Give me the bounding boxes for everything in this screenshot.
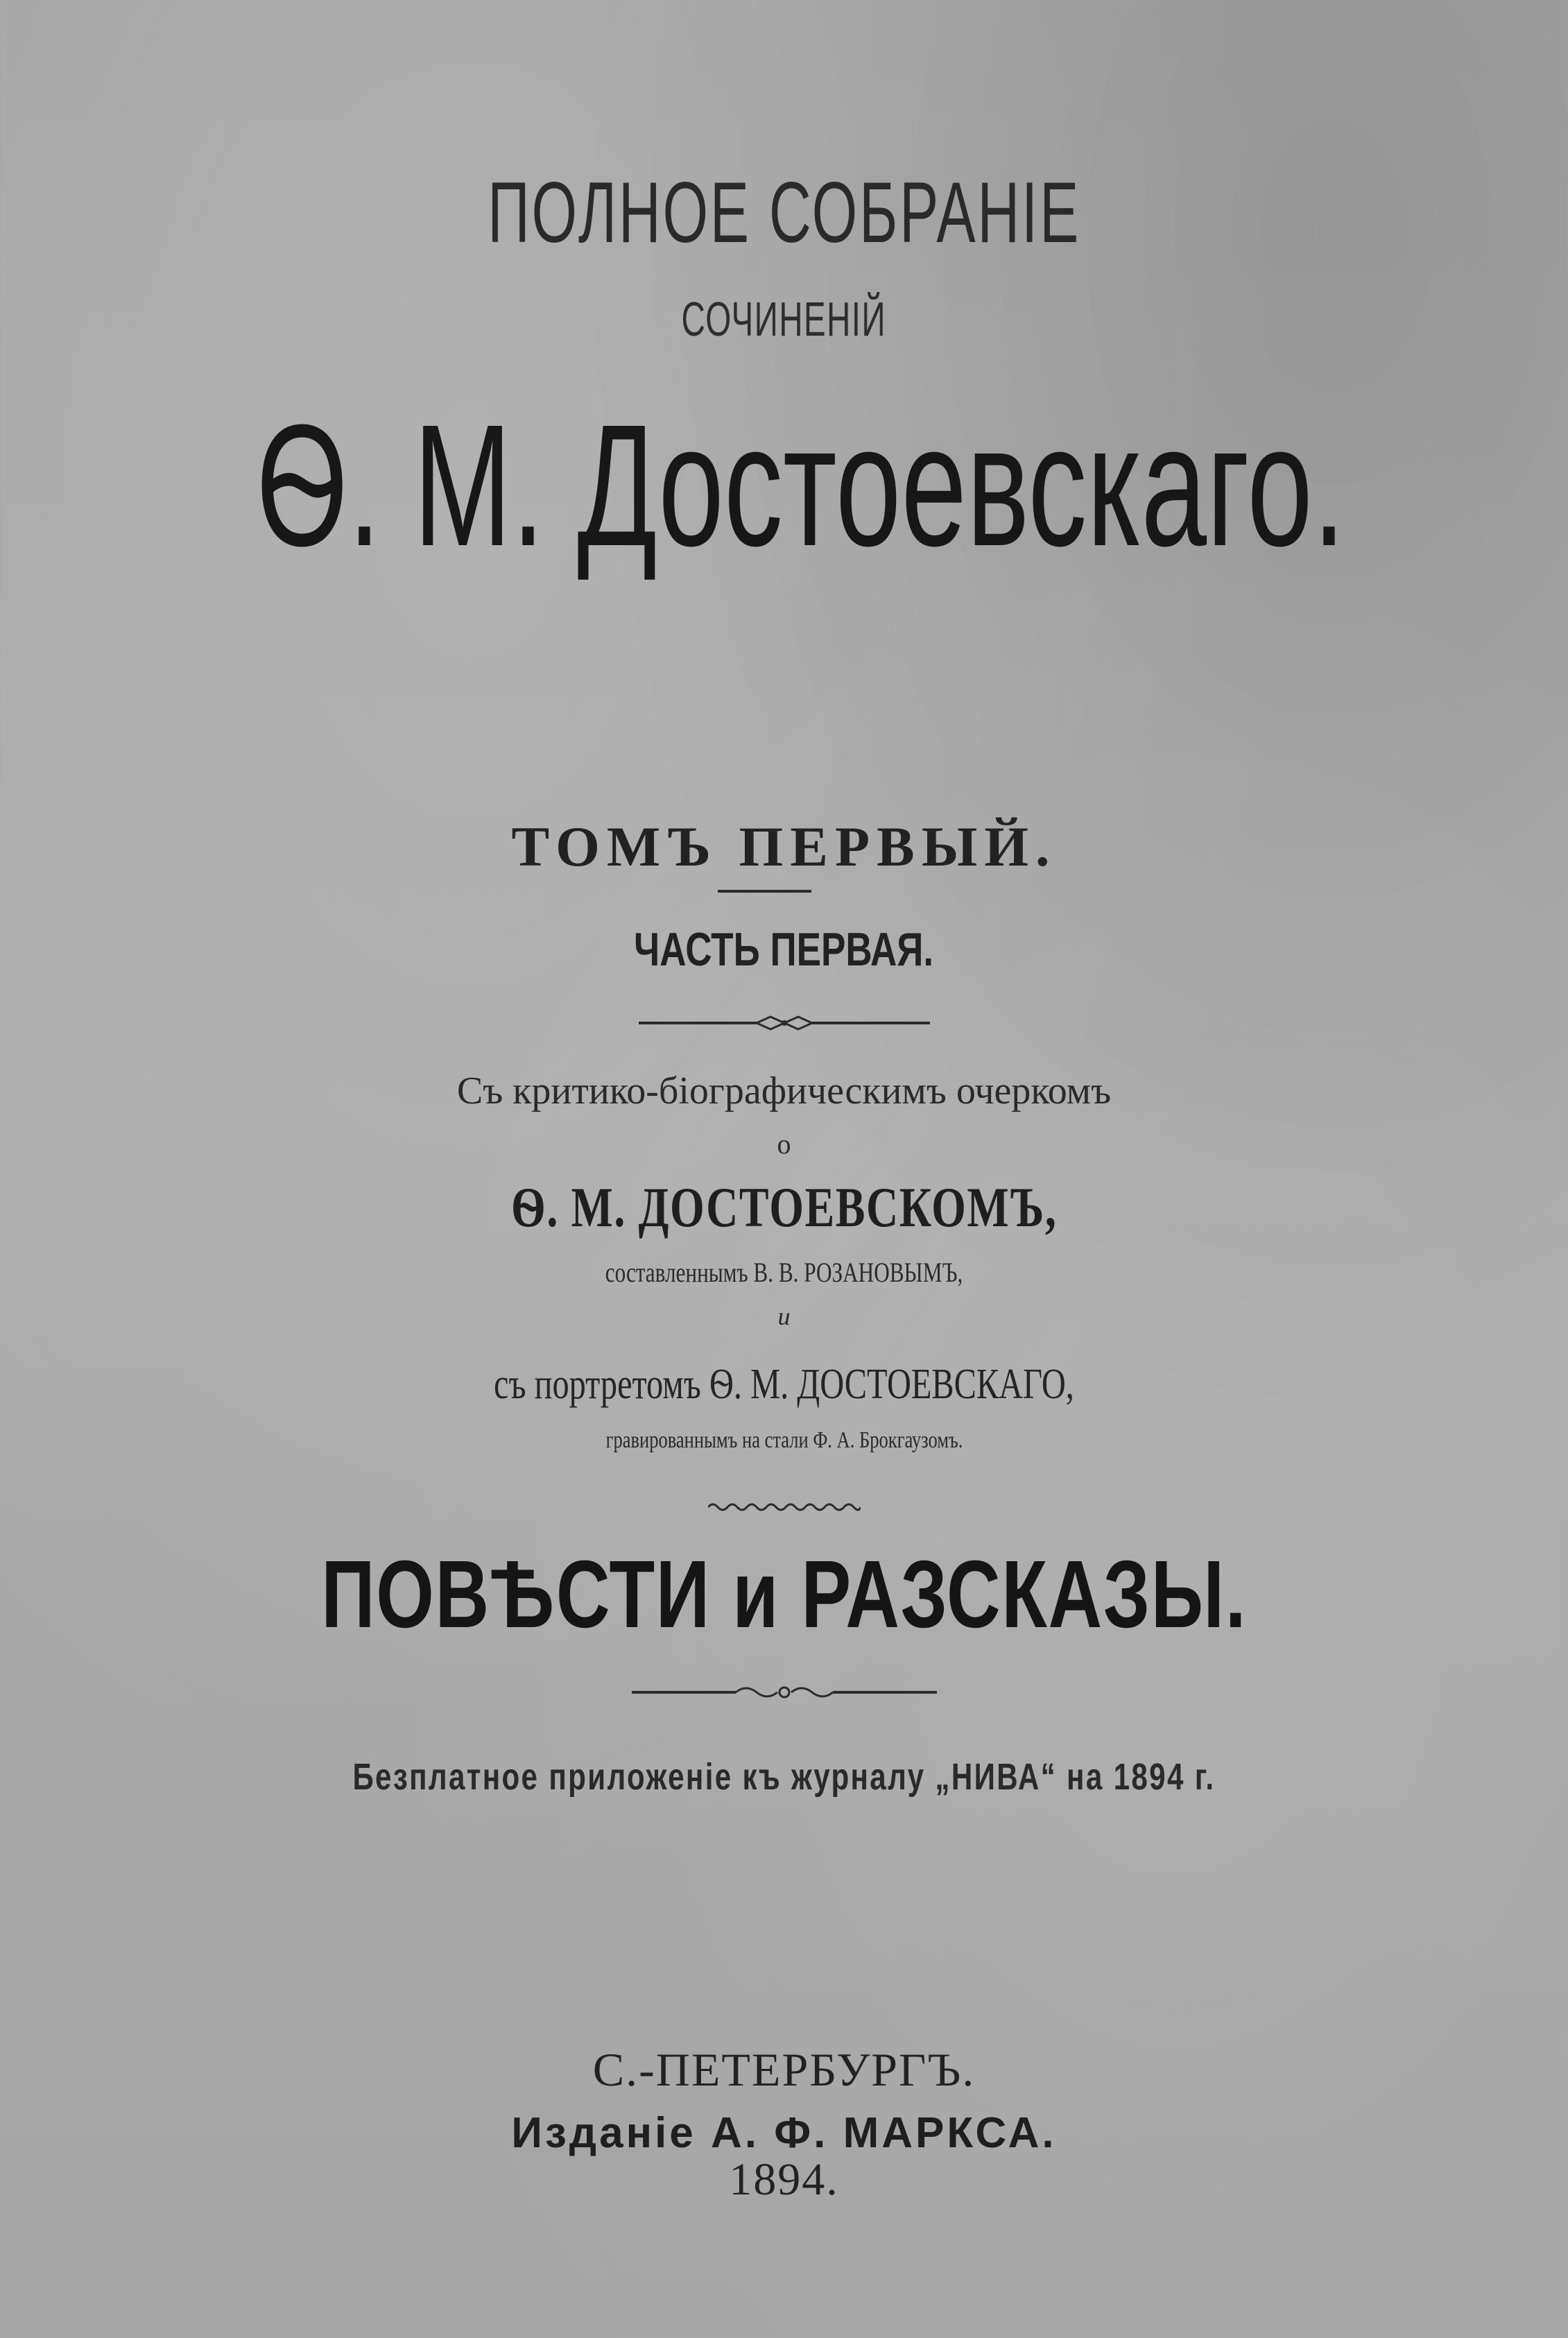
ornament-divider-2 (0, 1682, 1568, 1703)
ornament-1-graphic (639, 1013, 930, 1033)
and-text: и (777, 1303, 791, 1330)
portrait-line (0, 1363, 1568, 1406)
author-text: Ѳ. М. Достоевскаго. (256, 388, 1346, 582)
year-text: 1894. (729, 2154, 839, 2205)
part-text: ЧАСТЬ ПЕРВАЯ. (634, 923, 934, 976)
engraved-line (0, 1429, 1568, 1452)
engraved-text: гравированнымъ на стали Ф. А. Брокгаузомъ. (605, 1427, 963, 1453)
works-text: СОЧИНЕНІЙ (681, 292, 887, 346)
compiled-by-line (0, 1259, 1568, 1287)
compiled-by-text: составленнымъ В. В. РОЗАНОВЫМЪ, (605, 1257, 963, 1288)
and-line (0, 1304, 1568, 1329)
city-text: С.-ПЕТЕРБУРГЪ. (592, 2043, 976, 2096)
volume-text: ТОМЪ ПЕРВЫЙ. (511, 815, 1057, 878)
part-heading (0, 923, 1568, 976)
volume-heading (0, 815, 1568, 878)
collection-text: ПОЛНОЕ СОБРАНІЕ (488, 165, 1080, 261)
portrait-text: съ портретомъ Ѳ. М. ДОСТОЕВСКАГО, (494, 1361, 1074, 1408)
stories-heading (0, 1541, 1568, 1648)
works-heading (0, 292, 1568, 346)
author-name (0, 388, 1568, 582)
supplement-text: Безплатное приложеніе къ журналу „НИВА“ на 1894 г. (352, 1756, 1216, 1798)
supplement-line (0, 1758, 1568, 1796)
ornament-2-graphic (632, 1682, 937, 1703)
wavy-divider (0, 1502, 1568, 1513)
ornament-divider-1 (0, 1013, 1568, 1033)
year-line (0, 2154, 1568, 2205)
publisher-line (0, 2109, 1568, 2157)
publisher-text: Изданіе А. Ф. МАРКСА. (511, 2109, 1057, 2157)
collection-heading (0, 165, 1568, 261)
wavy-divider-graphic (708, 1502, 861, 1513)
stories-text: ПОВѢСТИ и РАЗСКАЗЫ. (321, 1541, 1247, 1648)
essay-text: Съ критико-біографическимъ очеркомъ (456, 1069, 1112, 1112)
o-text: о (777, 1128, 791, 1160)
o-line (0, 1128, 1568, 1160)
about-text: Ѳ. М. ДОСТОЕВСКОМЪ, (510, 1176, 1058, 1239)
city-line (0, 2043, 1568, 2096)
divider-rule-1 (718, 890, 811, 893)
essay-line (0, 1069, 1568, 1112)
about-subject (0, 1176, 1568, 1239)
